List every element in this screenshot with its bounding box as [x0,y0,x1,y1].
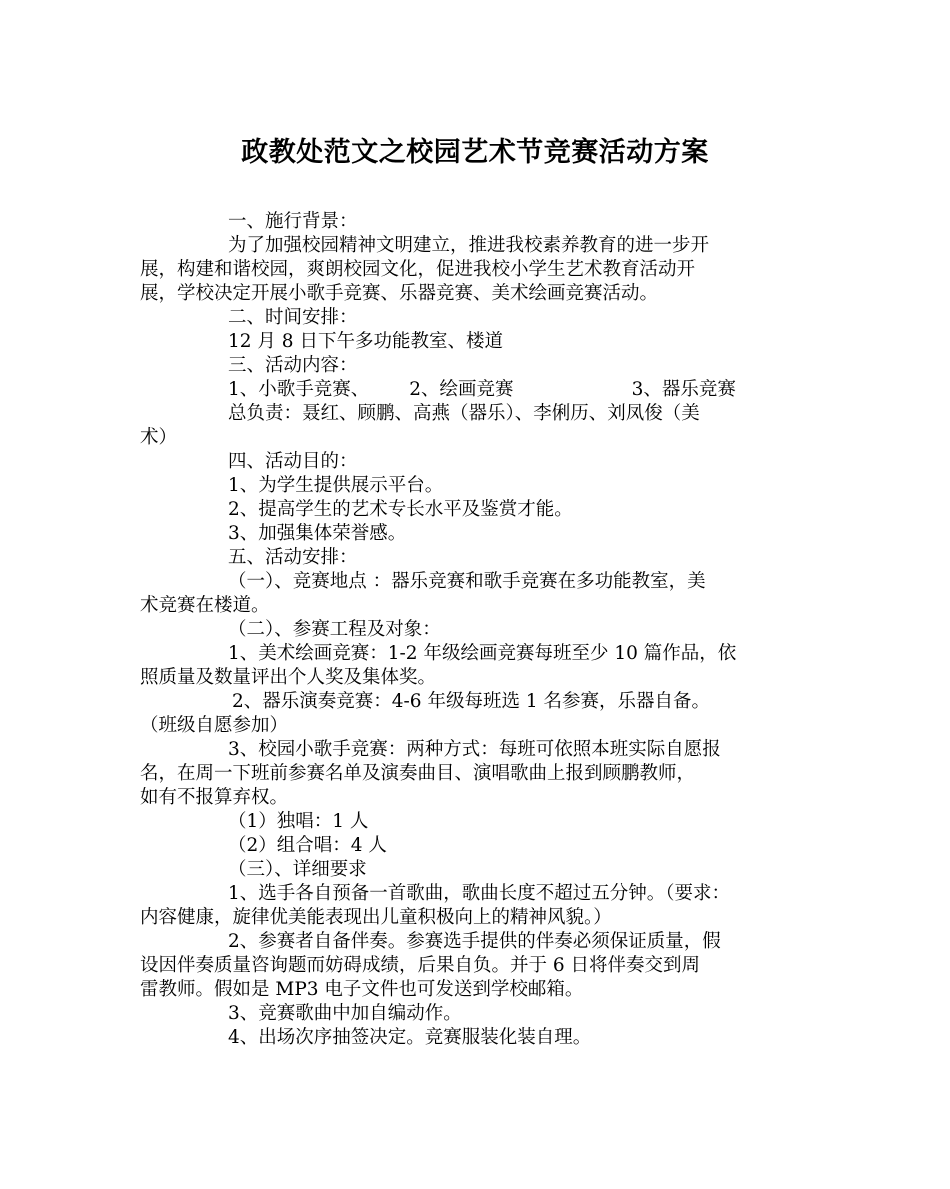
paragraph-line: 照质量及数量评出个人奖及集体奖。 [140,667,437,688]
paragraph-line: 3、加强集体荣誉感。 [228,523,407,544]
paragraph-line: 2、器乐演奏竞赛：4-6 年级每班选 1 名参赛，乐器自备。 [232,691,710,712]
paragraph-line: （一）、竞赛地点 ：器乐竞赛和歌手竞赛在多功能教室，美 [228,571,706,592]
paragraph-line: 为了加强校园精神文明建立，推进我校素养教育的进一步开 [228,235,710,256]
paragraph-line: 2、参赛者自备伴奏。参赛选手提供的伴奏必须保证质量，假 [228,931,721,952]
section-heading: 四、活动目的： [228,451,358,472]
paragraph-line: 如有不报算弃权。 [140,787,289,808]
activity-item: 2、绘画竞赛 [409,379,514,400]
paragraph-line: （班级自愿参加） [140,715,289,736]
paragraph-line: 设因伴奏质量咨询题而妨碍成绩，后果自负。并于 6 日将伴奏交到周 [140,955,701,976]
paragraph-line: 术竞赛在楼道。 [140,595,270,616]
paragraph-line: 1、选手各自预备一首歌曲，歌曲长度不超过五分钟。（要求： [228,883,731,904]
paragraph-line: 展，学校决定开展小歌手竞赛、乐器竞赛、美术绘画竞赛活动。 [140,283,659,304]
section-heading: 二、时间安排： [228,307,358,328]
activity-item: 1、小歌手竞赛、 [228,379,370,400]
paragraph-line: 1、为学生提供展示平台。 [228,475,444,496]
paragraph-line: （三）、详细要求 [228,859,367,880]
activity-item: 3、器乐竞赛 [631,379,736,400]
paragraph-line: （2）组合唱：4 人 [228,835,387,856]
paragraph-line: 总负责：聂红、顾鹏、高燕（器乐）、李俐历、刘凤俊（美 [228,403,700,424]
paragraph-line: （1）独唱：1 人 [228,811,369,832]
paragraph-line: 4、出场次序抽签决定。竞赛服装化装自理。 [228,1027,592,1048]
paragraph-line: 名，在周一下班前参赛名单及演奏曲目、演唱歌曲上报到顾鹏教师， [140,763,696,784]
paragraph-line: 术） [140,427,178,448]
document-title: 政教处范文之校园艺术节竞赛活动方案 [241,137,709,168]
paragraph-line: 展，构建和谐校园，爽朗校园文化，促进我校小学生艺术教育活动开 [140,259,696,280]
paragraph-line: 3、竞赛歌曲中加自编动作。 [228,1003,462,1024]
paragraph-line: 2、提高学生的艺术专长水平及鉴赏才能。 [228,499,573,520]
paragraph-line: 12 月 8 日下午多功能教室、楼道 [228,331,503,352]
section-heading: 一、施行背景： [228,211,358,232]
section-heading: 三、活动内容： [228,355,358,376]
paragraph-line: 雷教师。假如是 MP3 电子文件也可发送到学校邮箱。 [140,979,584,1000]
activity-list-line [140,378,830,402]
section-heading: 五、活动安排： [228,547,358,568]
paragraph-line: 3、校园小歌手竞赛：两种方式：每班可依照本班实际自愿报 [228,739,721,760]
paragraph-line: 内容健康，旋律优美能表现出儿童积极向上的精神风貌。） [140,907,612,928]
paragraph-line: （二）、参赛工程及对象： [228,619,441,640]
paragraph-line: 1、美术绘画竞赛：1-2 年级绘画竞赛每班至少 10 篇作品，依 [228,643,737,664]
document-body [140,210,830,1050]
